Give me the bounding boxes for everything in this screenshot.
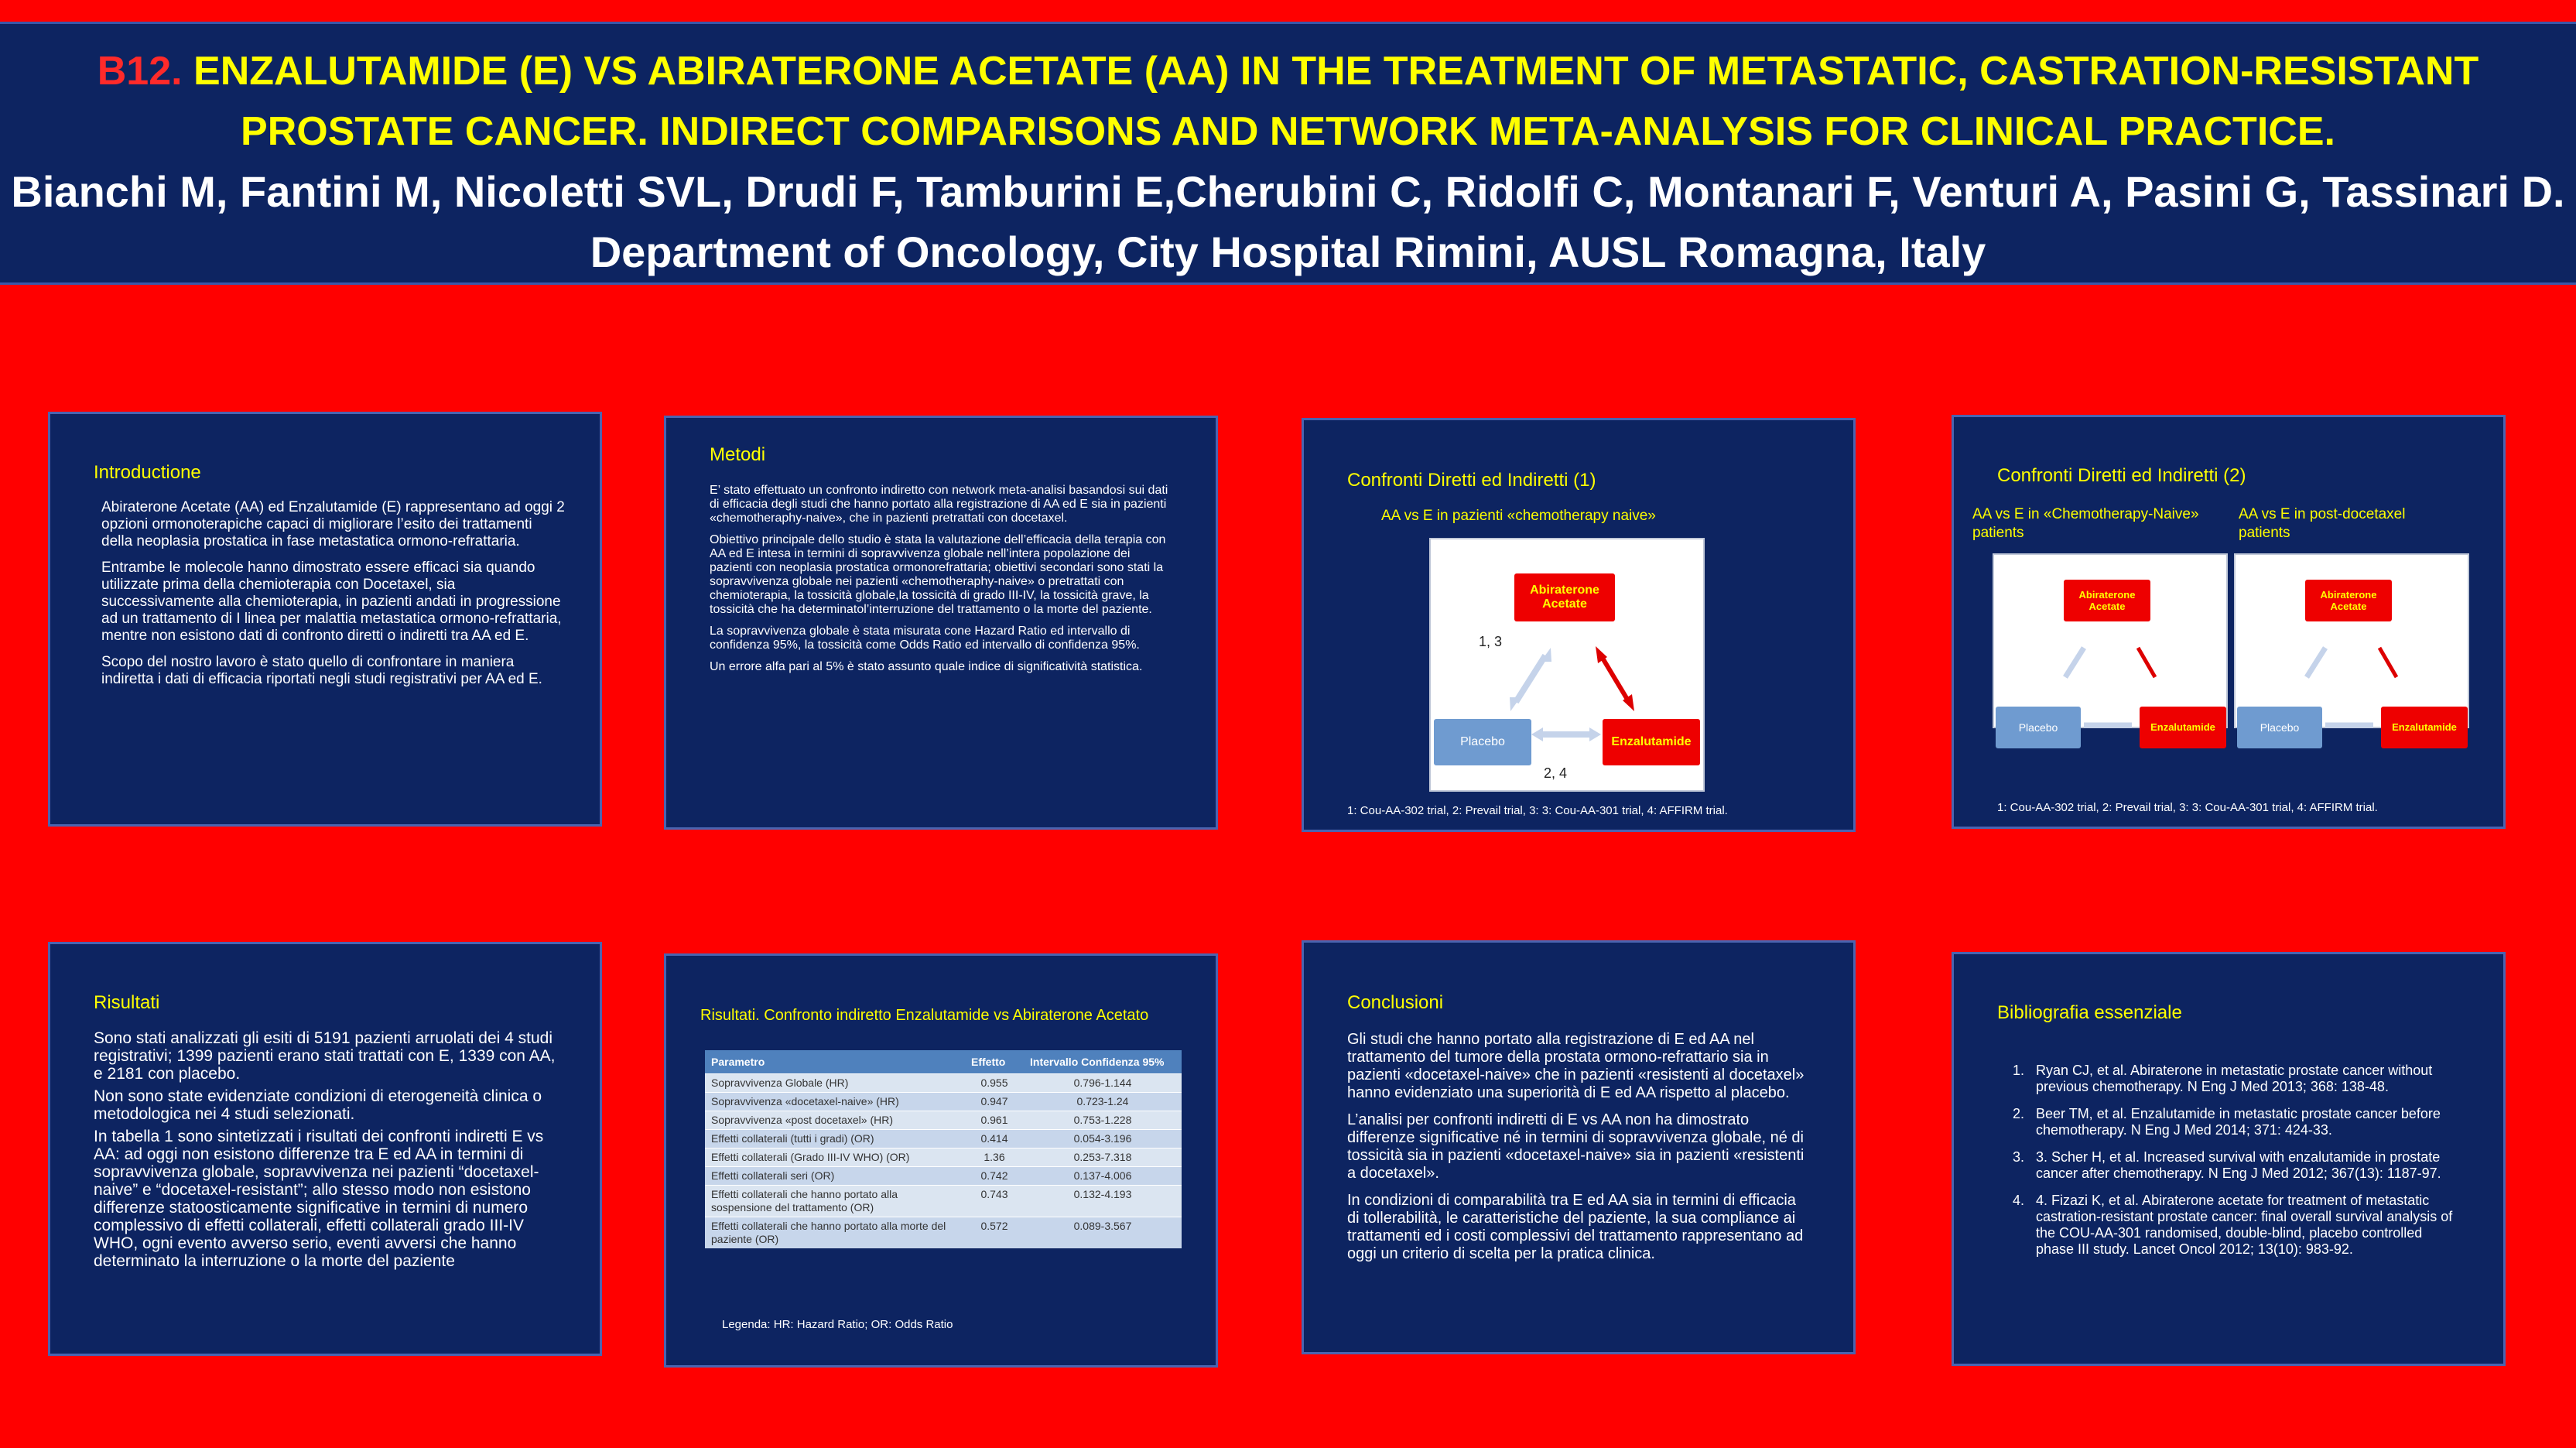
table-cell: 0.947 xyxy=(965,1093,1024,1111)
tabella-legend: Legenda: HR: Hazard Ratio; OR: Odds Ratio xyxy=(722,1318,953,1331)
reference-item: 1. Ryan CJ, et al. Abiraterone in metastatic prostate cancer without previous chemotherapy. N Eng J Med 2013; 368: 138-48. xyxy=(2028,1063,2461,1095)
arrow-naive-aa-enza xyxy=(2138,648,2155,677)
metodi-body xyxy=(710,484,1174,682)
metodi-p4: Un errore alfa pari al 5% è stato assunto quale indice di significatività statistica. xyxy=(710,660,1143,673)
panel-risultati xyxy=(48,942,602,1356)
poster-title-text-1: ENZALUTAMIDE (E) VS ABIRATERONE ACETATE (AA) IN THE TREATMENT OF METASTATIC, CASTRATION-RESISTANT xyxy=(193,49,2479,94)
panel-metodi xyxy=(664,416,1218,830)
confronti2-heading: Confronti Diretti ed Indiretti (2) xyxy=(1997,465,2246,486)
table-cell: 0.137-4.006 xyxy=(1024,1167,1182,1186)
table-row xyxy=(705,1111,1182,1130)
node-naive-placebo: Placebo xyxy=(1996,707,2081,748)
arrow-aa-enza xyxy=(1601,656,1629,702)
table-header-cell: Intervallo Confidenza 95% xyxy=(1024,1050,1182,1074)
label-trials-2-4: 2, 4 xyxy=(1544,765,1568,781)
arrowhead-placebo-enza-2 xyxy=(1589,727,1601,741)
poster-title-line-2: PROSTATE CANCER. INDIRECT COMPARISONS AND NETWORK META-ANALYSIS FOR CLINICAL PRACTICE. xyxy=(241,109,2335,154)
node-naive-abiraterone: Abiraterone Acetate xyxy=(2064,580,2150,621)
poster-header xyxy=(0,22,2576,285)
introduzione-p3: Scopo del nostro lavoro è stato quello di confrontare in maniera indiretta i dati di efficacia riportati negli studi registrativi per AA ed E. xyxy=(101,654,542,687)
node-post-placebo: Placebo xyxy=(2237,707,2322,748)
table-cell: 0.742 xyxy=(965,1167,1024,1186)
table-row xyxy=(705,1130,1182,1148)
table-cell: 0.743 xyxy=(965,1186,1024,1217)
poster-code: B12. xyxy=(97,49,183,94)
risultati-p1: Sono stati analizzati gli esiti di 5191 pazienti arruolati dei 4 studi registrativi; 1399 pazienti erano stati trattati con E, 1339 con AA, e 2181 con placebo. xyxy=(94,1029,556,1083)
arrow-naive-aa-placebo xyxy=(2065,648,2084,677)
table-row xyxy=(705,1167,1182,1186)
metodi-heading: Metodi xyxy=(710,444,766,465)
references-list xyxy=(1997,1063,2461,1268)
table-cell: 0.753-1.228 xyxy=(1024,1111,1182,1130)
table-cell: Sopravvivenza «docetaxel-naive» (HR) xyxy=(705,1093,965,1111)
node-placebo: Placebo xyxy=(1434,719,1531,765)
node-naive-enzalutamide: Enzalutamide xyxy=(2140,707,2226,748)
table-cell: Effetti collaterali che hanno portato alla morte del paziente (OR) xyxy=(705,1217,965,1249)
arrow-post-aa-enza xyxy=(2379,648,2396,677)
table-row xyxy=(705,1148,1182,1167)
poster-title-line-1 xyxy=(0,41,2576,101)
introduzione-heading: Introductione xyxy=(94,462,201,483)
panel-conclusioni xyxy=(1302,940,1856,1354)
table-cell: 0.723-1.24 xyxy=(1024,1093,1182,1111)
table-cell: 1.36 xyxy=(965,1148,1024,1167)
table-cell: 0.961 xyxy=(965,1111,1024,1130)
panel-confronti-2 xyxy=(1952,415,2506,829)
poster-authors: Bianchi M, Fantini M, Nicoletti SVL, Drudi F, Tamburini E,Cherubini C, Ridolfi C, Montanari F, Venturi A, Pasini G, Tassinari D. xyxy=(11,167,2565,216)
panel-bibliografia xyxy=(1952,952,2506,1366)
introduzione-p1: Abiraterone Acetate (AA) ed Enzalutamide (E) rappresentano ad oggi 2 opzioni ormonoterapiche capaci di migliorare l’esito dei trattamenti della neoplasia prostatica in fase metastatica ormono-refrattaria. xyxy=(101,499,565,549)
conclusioni-body xyxy=(1347,1031,1811,1272)
table-cell: 0.089-3.567 xyxy=(1024,1217,1182,1249)
node-enzalutamide: Enzalutamide xyxy=(1603,719,1700,765)
table-cell: 0.796-1.144 xyxy=(1024,1074,1182,1093)
table-cell: 0.054-3.196 xyxy=(1024,1130,1182,1148)
confronti2-diagram-naive xyxy=(1993,553,2228,734)
table-cell: Sopravvivenza Globale (HR) xyxy=(705,1074,965,1093)
panel-introduzione xyxy=(48,412,602,827)
risultati-p3: In tabella 1 sono sintetizzati i risultati dei confronti indiretti E vs AA: ad oggi non esistono differenze tra E ed AA in termini di sopravvivenza globale, sopravvivenza nei pazienti “docetaxel-naive” e “docetaxel-resistant”; allo stesso modo non esistono differenze statoosticamente significative in termini di numero complessivo di effetti collaterali, effetti collaterali grado III-IV WHO, ogni evento avverso serio, eventi avversi che hanno determinato la interruzione o la morte del paziente xyxy=(94,1128,544,1270)
table-header-cell: Effetto xyxy=(965,1050,1024,1074)
confronti2-subtitle-left: AA vs E in «Chemotherapy-Naive» patients xyxy=(1972,506,2199,541)
table-header-cell: Parametro xyxy=(705,1050,965,1074)
conclusioni-p2: L’analisi per confronti indiretti di E vs AA non ha dimostrato differenze significative né in termini di sopravvivenza globale, né di tossicità sia in pazienti «docetaxel-naive» sia in pazienti «resistenti a docetaxel». xyxy=(1347,1111,1805,1182)
confronti2-subtitle-right: AA vs E in post-docetaxel patients xyxy=(2239,506,2406,541)
metodi-p1: E’ stato effettuato un confronto indiretto con network meta-analisi basandosi sui dati di efficacia degli studi che hanno portato alla registrazione di AA ed E sia in pazienti «chemotheraphy-naive», che in pazienti pretrattati con docetaxel. xyxy=(710,484,1168,525)
table-cell: 0.955 xyxy=(965,1074,1024,1093)
table-cell: Effetti collaterali seri (OR) xyxy=(705,1167,965,1186)
arrowhead-placebo-enza-1 xyxy=(1531,727,1543,741)
metodi-p2: Obiettivo principale dello studio è stata la valutazione dell’efficacia della terapia con AA ed E intesa in termini di sopravvivenza globale nell’intera popolazione dei pazienti con neoplasia prostatica ormonorefrattaria; obiettivi secondari sono stati la sopravvivenza globale nei pazienti «chemotheraphy-naive» o pretrattati con chemioterapia, la tossicità globale,la tossicità di grado III-IV, la tossicità grave, la tossicità che ha determinatol’interruzione del trattamento o la morte del paziente. xyxy=(710,533,1166,616)
conclusioni-p1: Gli studi che hanno portato alla registrazione di E ed AA nel trattamento del tumore della prostata ormono-refrattario sia in pazienti «docetaxel-naive» che in pazienti «resistenti al docetaxel» hanno evidenziato una superiorità di E ed AA rispetto al placebo. xyxy=(1347,1031,1805,1101)
confronti2-footnote: 1: Cou-AA-302 trial, 2: Prevail trial, 3: 3: Cou-AA-301 trial, 4: AFFIRM trial. xyxy=(1997,801,2378,814)
arrowhead-aa-placebo-2 xyxy=(1510,697,1521,711)
risultati-body xyxy=(94,1029,558,1279)
table-row xyxy=(705,1074,1182,1093)
table-cell: Effetti collaterali che hanno portato alla sospensione del trattamento (OR) xyxy=(705,1186,965,1217)
introduzione-p2: Entrambe le molecole hanno dimostrato essere efficaci sia quando utilizzate prima della chemioterapia con Docetaxel, sia successivamente alla chemioterapia, in pazienti andati in progressione ad un trattamento di I linea per malattia metastatica ormono-refrattaria, mentre non esistono dati di confronto diretti o indiretti tra AA ed E. xyxy=(101,560,562,644)
arrow-post-aa-placebo xyxy=(2307,648,2325,677)
node-post-enzalutamide: Enzalutamide xyxy=(2381,707,2468,748)
table-cell: 0.253-7.318 xyxy=(1024,1148,1182,1167)
table-row xyxy=(705,1186,1182,1217)
reference-item: 3. 3. Scher H, et al. Increased survival with enzalutamide in prostate cancer after chemotherapy. N Eng J Med 2012; 367(13): 1187-97. xyxy=(2028,1149,2461,1182)
node-post-abiraterone: Abiraterone Acetate xyxy=(2305,580,2392,621)
conclusioni-heading: Conclusioni xyxy=(1347,992,1444,1013)
metodi-p3: La sopravvivenza globale è stata misurata cone Hazard Ratio ed intervallo di confidenza 95%, la tossicità come Odds Ratio ed intervallo di confidenza 95%. xyxy=(710,625,1140,652)
results-table xyxy=(705,1050,1182,1248)
confronti1-subtitle: AA vs E in pazienti «chemotherapy naive» xyxy=(1381,508,1656,524)
node-abiraterone: Abiraterone Acetate xyxy=(1514,573,1615,621)
risultati-heading: Risultati xyxy=(94,992,160,1013)
table-cell: 0.132-4.193 xyxy=(1024,1186,1182,1217)
arrow-aa-placebo xyxy=(1516,656,1545,702)
table-cell: Sopravvivenza «post docetaxel» (HR) xyxy=(705,1111,965,1130)
table-cell: 0.414 xyxy=(965,1130,1024,1148)
table-header-row xyxy=(705,1050,1182,1074)
table-cell: Effetti collaterali (tutti i gradi) (OR) xyxy=(705,1130,965,1148)
reference-item: 2. Beer TM, et al. Enzalutamide in metastatic prostate cancer before chemotherapy. N Eng J Med 2014; 371: 424-33. xyxy=(2028,1106,2461,1138)
panel-tabella xyxy=(664,953,1218,1368)
poster-department: Department of Oncology, City Hospital Rimini, AUSL Romagna, Italy xyxy=(590,228,1986,276)
risultati-p2: Non sono state evidenziate condizioni di eterogeneità clinica o metodologica nei 4 studi selezionati. xyxy=(94,1087,542,1123)
confronti1-heading: Confronti Diretti ed Indiretti (1) xyxy=(1347,470,1596,491)
confronti1-network-diagram xyxy=(1429,538,1705,792)
conclusioni-p3: In condizioni di comparabilità tra E ed AA sia in termini di efficacia di tollerabilità, le caratteristiche del paziente, la sua compliance ai trattamenti ed i costi complessivi del trattamento rappresentano ad oggi un criterio di scelta per la pratica clinica. xyxy=(1347,1192,1804,1262)
table-cell: 0.572 xyxy=(965,1217,1024,1249)
bibliografia-heading: Bibliografia essenziale xyxy=(1997,1002,2182,1023)
table-cell: Effetti collaterali (Grado III-IV WHO) (OR) xyxy=(705,1148,965,1167)
introduzione-body xyxy=(101,499,566,697)
reference-item: 4. 4. Fizazi K, et al. Abiraterone acetate for treatment of metastatic castration-resistant prostate cancer: final overall survival analysis of the COU-AA-301 randomised, double-blind, placebo controlled phase III study. Lancet Oncol 2012; 13(10): 983-92. xyxy=(2028,1193,2461,1258)
tabella-heading: Risultati. Confronto indiretto Enzalutamide vs Abiraterone Acetato xyxy=(700,1007,1149,1024)
confronti2-diagram-postdocetaxel xyxy=(2234,553,2469,734)
table-row xyxy=(705,1093,1182,1111)
panel-confronti-1 xyxy=(1302,418,1856,832)
table-row xyxy=(705,1217,1182,1249)
label-trials-1-3: 1, 3 xyxy=(1479,634,1503,649)
confronti1-footnote: 1: Cou-AA-302 trial, 2: Prevail trial, 3: 3: Cou-AA-301 trial, 4: AFFIRM trial. xyxy=(1347,804,1728,817)
